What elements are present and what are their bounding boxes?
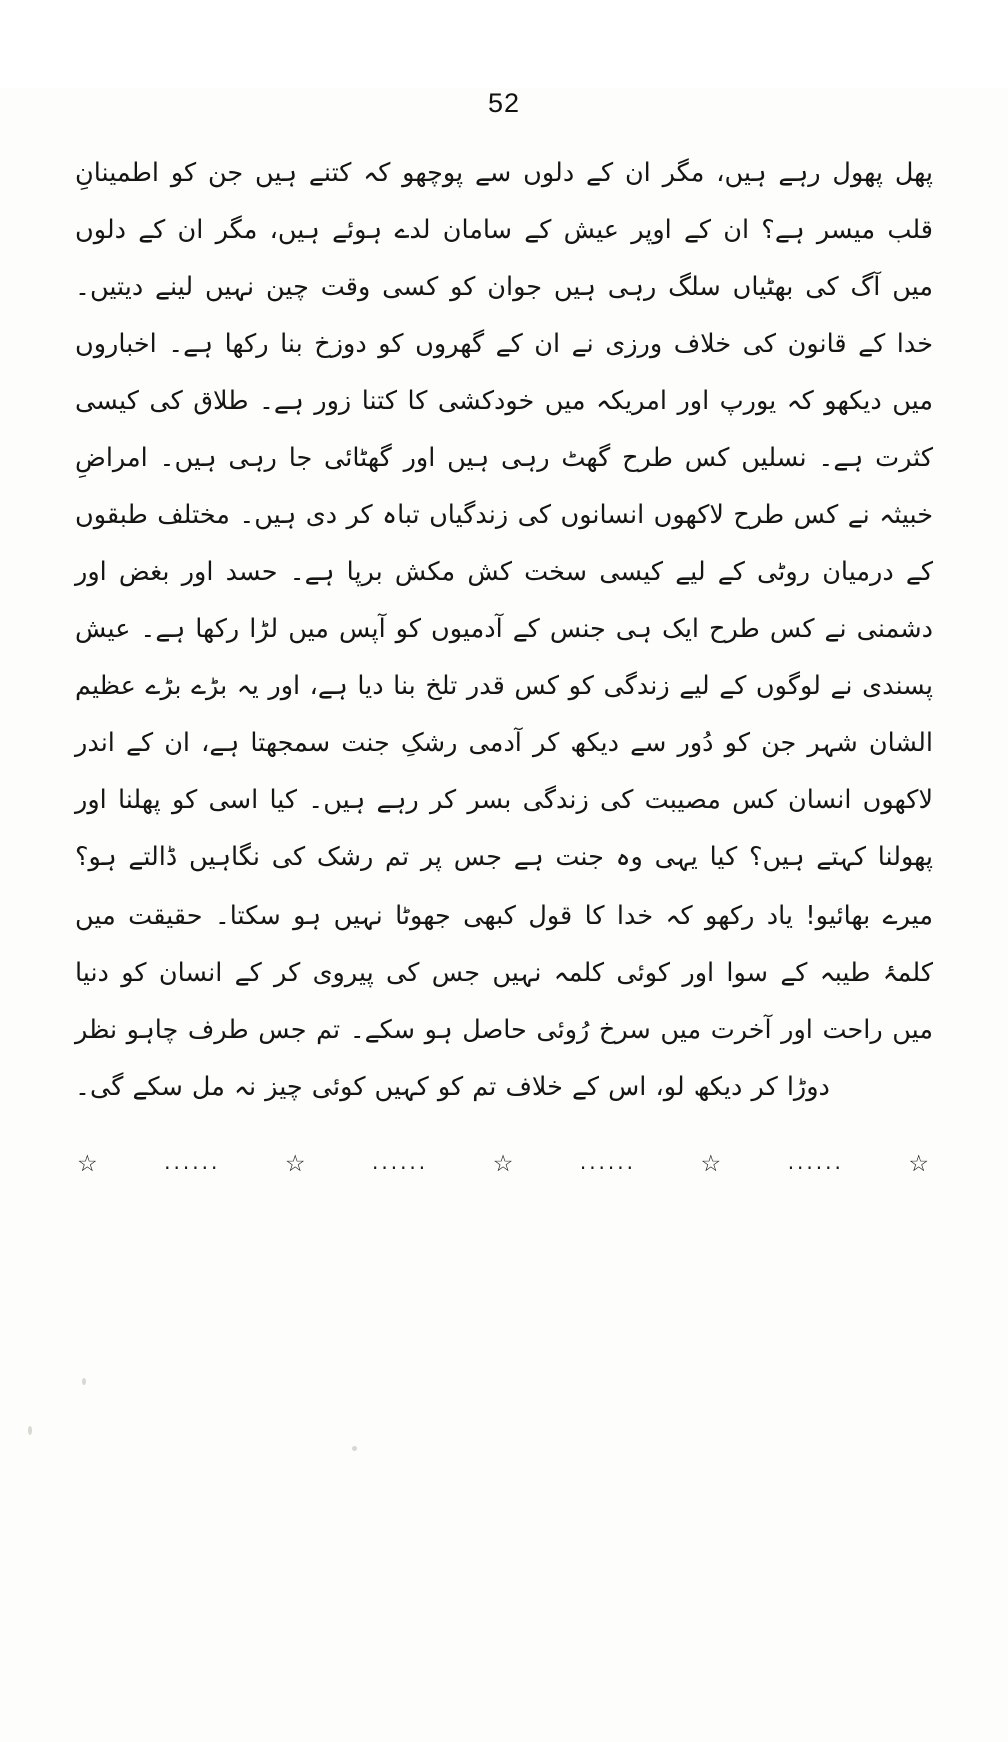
divider-dots-4: ...... [787,1150,844,1174]
star-icon: ☆ [284,1151,308,1177]
section-divider [75,1150,933,1177]
paragraph-1: پھل پھول رہے ہیں، مگر ان کے دلوں سے پوچھو کہ کتنے ہیں جن کو اطمینانِ قلب میسر ہے؟ ان کے اوپر عیش کے سامان لدے ہوئے ہیں، مگر ان کے دلوں میں آگ کی بھٹیاں سلگ رہی ہیں جوان کو کسی وقت چین نہیں لینے دیتیں۔ خدا کے قانون کی خلاف ورزی نے ان کے گھروں کو دوزخ بنا رکھا ہے۔ اخباروں میں دیکھو کہ یورپ اور امریکہ میں خودکشی کا کتنا زور ہے۔ طلاق کی کیسی کثرت ہے۔ نسلیں کس طرح گھٹ رہی ہیں اور گھٹائی جا رہی ہیں۔ امراضِ خبیثہ نے کس طرح لاکھوں انسانوں کی زندگیاں تباہ کر دی ہیں۔ مختلف طبقوں کے درمیان روٹی کے لیے کیسی سخت کش مکش برپا ہے۔ حسد اور بغض اور دشمنی نے کس طرح ایک ہی جنس کے آدمیوں کو آپس میں لڑا رکھا ہے۔ عیش پسندی نے لوگوں کے لیے زندگی کو کس قدر تلخ بنا دیا ہے، اور یہ بڑے بڑے عظیم الشان شہر جن کو دُور سے دیکھ کر آدمی رشکِ جنت سمجھتا ہے، ان کے اندر لاکھوں انسان کس مصیبت کی زندگی بسر کر رہے ہیں۔ کیا اسی کو پھلنا اور پھولنا کہتے ہیں؟ کیا یہی وہ جنت ہے جس پر تم رشک کی نگاہیں ڈالتے ہو؟ [75,158,933,872]
divider-dots-3: ...... [579,1150,636,1174]
document-page [0,88,1008,1742]
paper-speck [82,1378,86,1385]
divider-dots-2: ...... [372,1150,429,1174]
star-icon: ☆ [77,1151,100,1177]
paper-speck [352,1446,357,1451]
divider-dots-1: ...... [164,1150,221,1174]
page-number: 52 [487,88,521,118]
paper-speck [28,1426,32,1435]
star-icon: ☆ [492,1151,516,1177]
star-icon: ☆ [700,1151,724,1177]
page-body [75,145,933,1597]
blank-page-area [75,1177,933,1597]
star-icon: ☆ [908,1151,931,1177]
paragraph-2: میرے بھائیو! یاد رکھو کہ خدا کا قول کبھی جھوٹا نہیں ہو سکتا۔ حقیقت میں کلمۂ طیبہ کے سوا اور کوئی کلمہ نہیں جس کی پیروی کر کے انسان کو دنیا میں راحت اور آخرت میں سرخ رُوئی حاصل ہو سکے۔ تم جس طرف چاہو نظر دوڑا کر دیکھ لو، اس کے خلاف تم کو کہیں کوئی چیز نہ مل سکے گی۔ [75,901,933,1102]
